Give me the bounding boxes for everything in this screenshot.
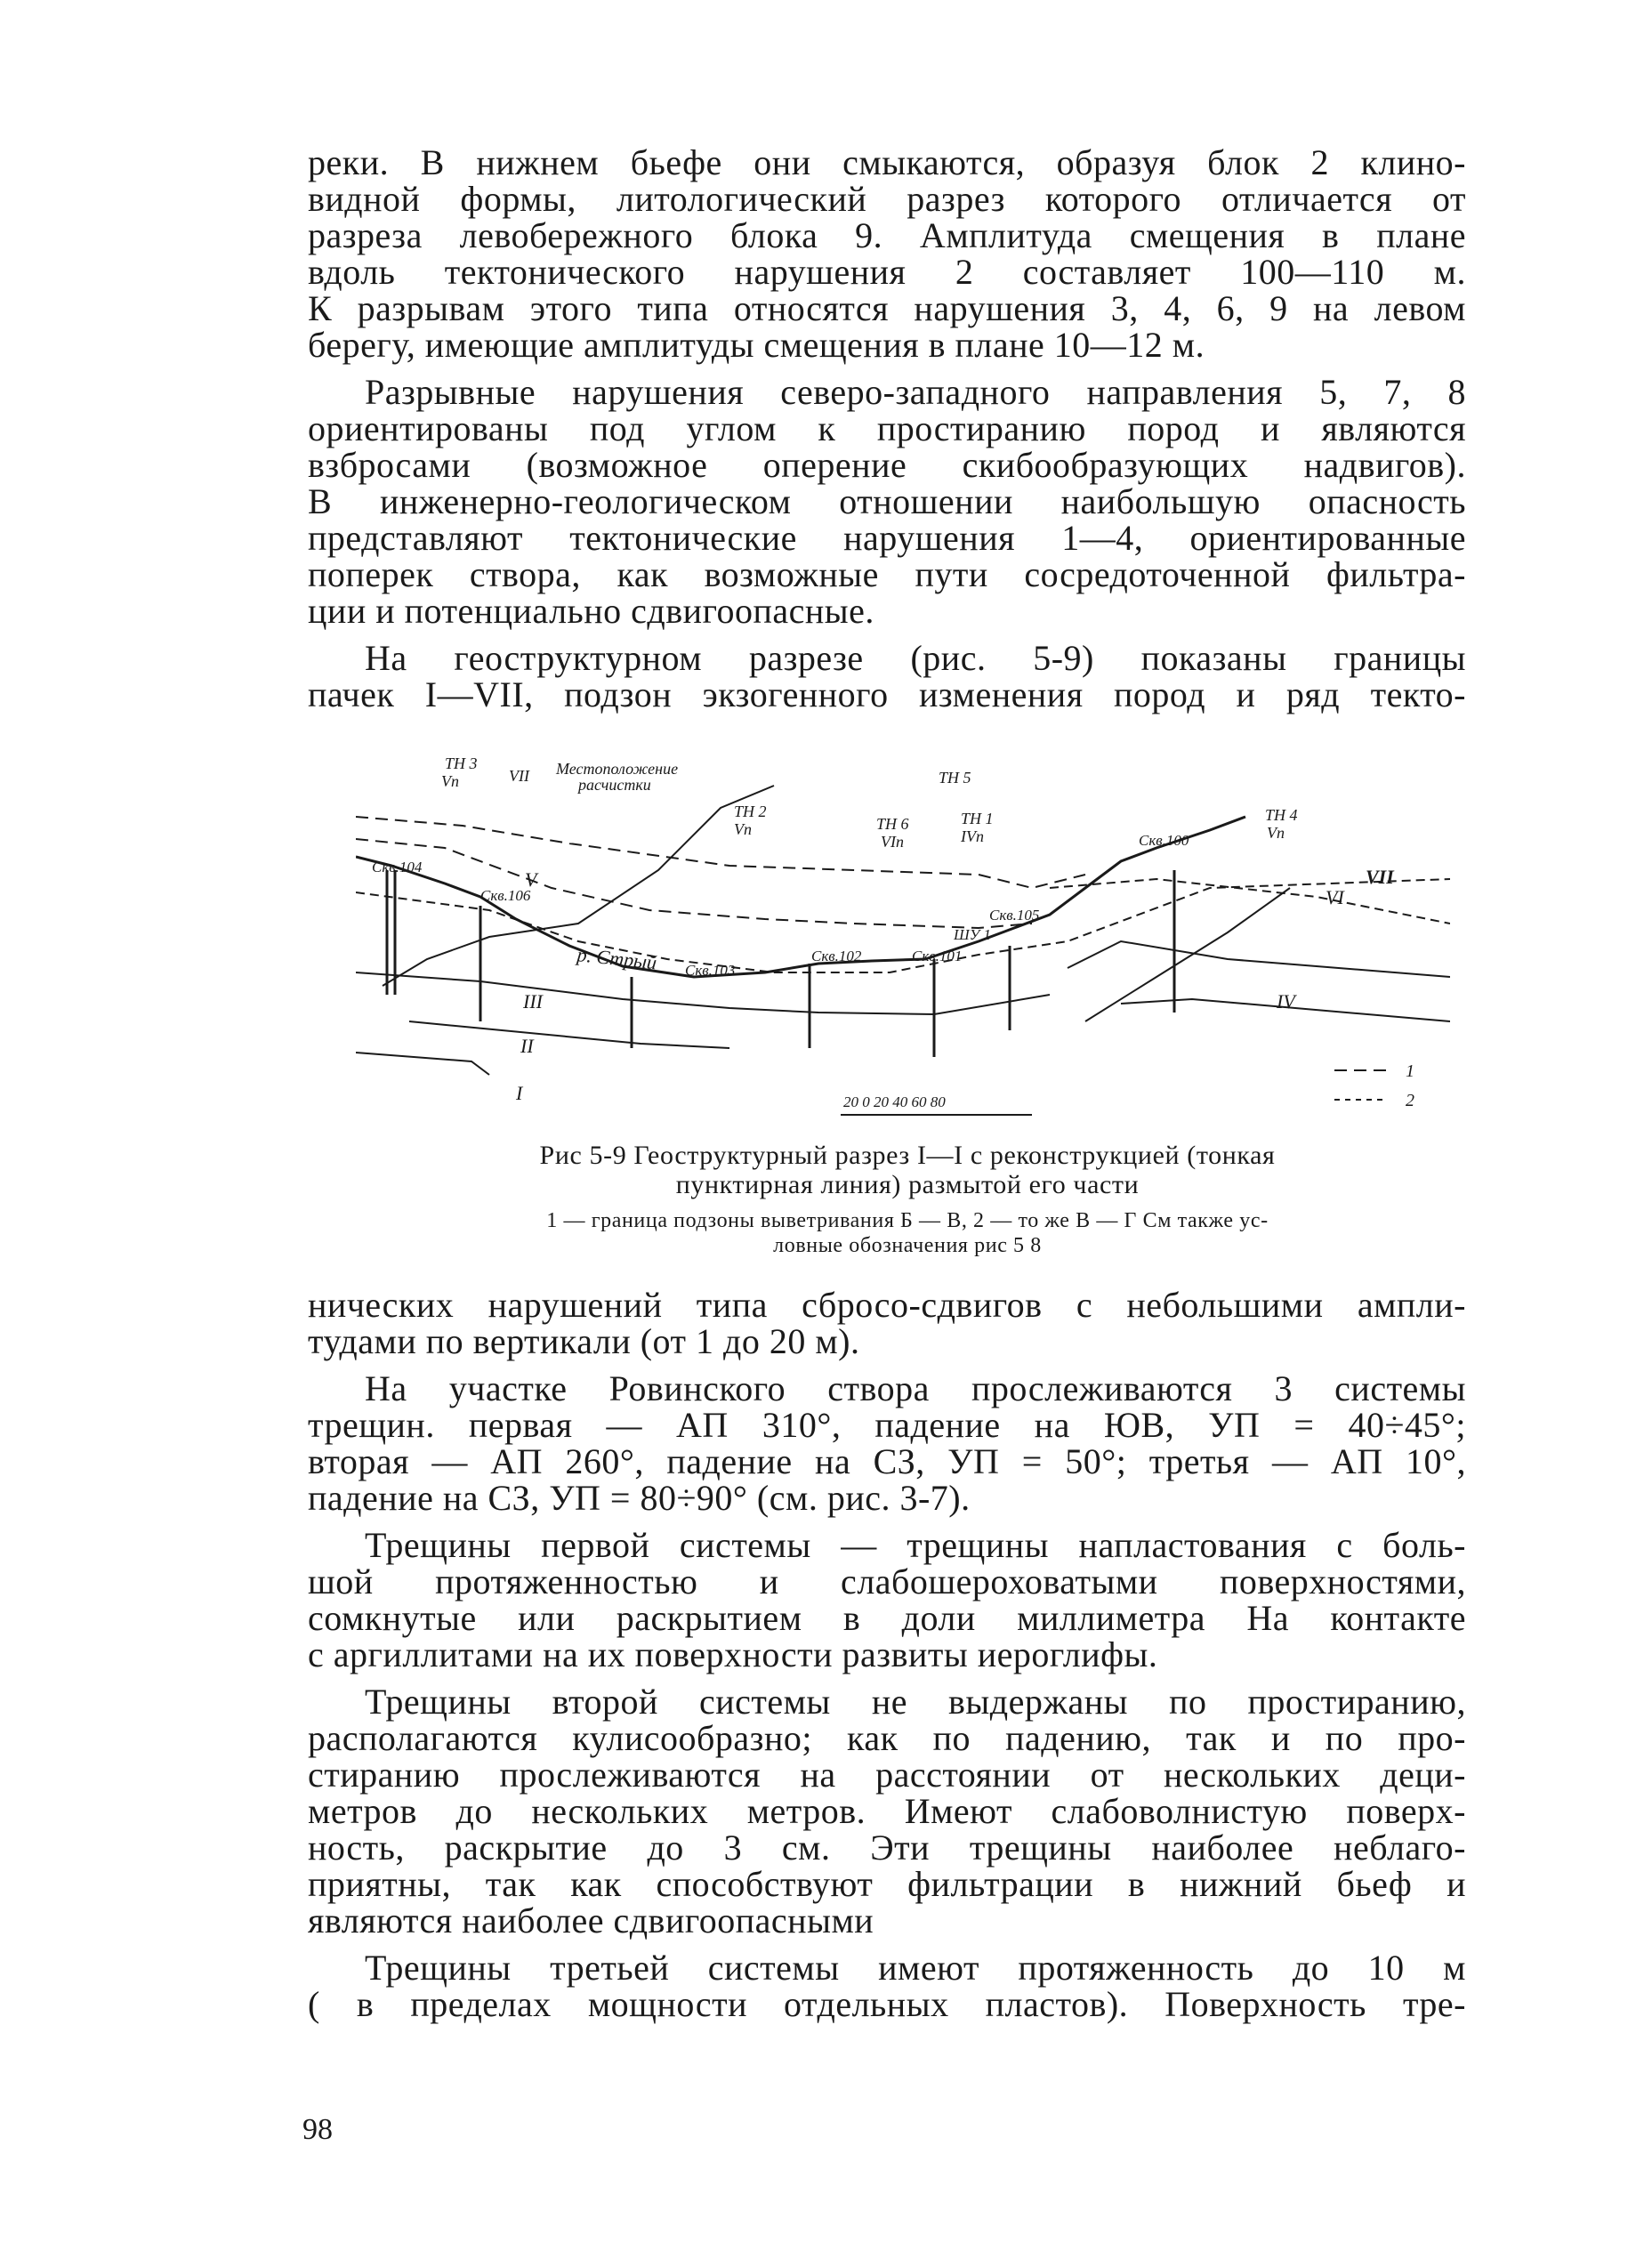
label-th2: ТН 2 bbox=[734, 803, 767, 820]
body-text-bottom bbox=[308, 1287, 1466, 2033]
paragraph bbox=[308, 1287, 1466, 1359]
label-i: I bbox=[516, 1082, 523, 1104]
geostructural-section-figure bbox=[356, 754, 1450, 1124]
text-line: разреза левобережного блока 9. Амплитуда смещения в плане bbox=[308, 215, 1466, 255]
label-vn-th2: Vп bbox=[734, 820, 752, 838]
label-location-note: расчистки bbox=[578, 776, 651, 794]
label-iii: III bbox=[523, 990, 543, 1013]
label-th1: ТН 1 bbox=[961, 810, 994, 827]
label-skv100: Скв.100 bbox=[1139, 832, 1189, 849]
page-number: 98 bbox=[302, 2113, 333, 2146]
label-ii: II bbox=[520, 1035, 534, 1057]
label-skv101: Скв.101 bbox=[912, 948, 963, 964]
text-line: представляют тектонические нарушения 1—4, ориентированные bbox=[308, 518, 1466, 558]
text-line: с аргиллитами на их поверхности развиты иероглифы. bbox=[308, 1634, 1158, 1674]
label-iv: IV bbox=[1277, 990, 1295, 1013]
text-line: являются наиболее сдвигоопасными bbox=[308, 1900, 874, 1940]
text-line: нических нарушений типа сбросо-сдвигов с небольшими ампли- bbox=[308, 1285, 1466, 1325]
text-line: взбросами (возможное оперение скибообразующих надвигов). bbox=[308, 445, 1466, 485]
text-line: На геоструктурном разрезе (рис. 5-9) показаны границы bbox=[365, 638, 1466, 678]
label-scale: 20 0 20 40 60 80 bbox=[843, 1093, 946, 1110]
label-skv103: Скв.103 bbox=[685, 962, 736, 979]
label-shurf: ШУ 1 bbox=[954, 926, 991, 943]
text-line: На участке Ровинского створа прослеживаются 3 системы bbox=[365, 1368, 1466, 1408]
paragraph bbox=[308, 1949, 1466, 2022]
label-vi: VI bbox=[1326, 886, 1344, 908]
caption-line: Рис 5-9 Геоструктурный разрез I—I с реконструкцией (тонкая bbox=[539, 1141, 1276, 1170]
text-line: трещин. первая — АП 310°, падение на ЮВ, УП = 40÷45°; bbox=[308, 1405, 1466, 1445]
text-line: шой протяженностью и слабошероховатыми поверхностями, bbox=[308, 1561, 1466, 1602]
text-line: реки. В нижнем бьефе они смыкаются, образуя блок 2 клино- bbox=[308, 142, 1466, 182]
paragraph bbox=[308, 374, 1466, 629]
label-vn-left: Vп bbox=[441, 772, 459, 790]
text-line: вторая — АП 260°, падение на СЗ, УП = 50°; третья — АП 10°, bbox=[308, 1441, 1466, 1481]
label-skv102: Скв.102 bbox=[811, 948, 862, 964]
text-line: В инженерно-геологическом отношении наибольшую опасность bbox=[308, 481, 1466, 521]
text-line: вдоль тектонического нарушения 2 составляет 100—110 м. bbox=[308, 252, 1466, 292]
label-v: V bbox=[525, 868, 537, 891]
label-river: р. Стрый bbox=[576, 943, 658, 974]
fault-line bbox=[1085, 888, 1290, 1021]
legend-label-2: 2 bbox=[1406, 1091, 1414, 1110]
figure-legend bbox=[338, 1208, 1477, 1258]
label-vii: VII bbox=[1366, 866, 1394, 888]
caption-line: пунктирная линия) размытой его части bbox=[675, 1170, 1140, 1199]
label-vn-th4: Vп bbox=[1267, 824, 1285, 842]
label-skv106: Скв.106 bbox=[480, 887, 531, 904]
paragraph bbox=[308, 1527, 1466, 1673]
layer-boundary-line bbox=[409, 1021, 729, 1048]
text-line: тудами по вертикали (от 1 до 20 м). bbox=[308, 1321, 860, 1361]
paragraph bbox=[308, 1370, 1466, 1516]
label-vii-top: VII bbox=[509, 767, 529, 785]
layer-boundary-line bbox=[1068, 941, 1450, 977]
layer-boundary-line bbox=[356, 972, 1050, 1014]
figure-caption bbox=[338, 1141, 1477, 1199]
text-line: ции и потенциально сдвигоопасные. bbox=[308, 591, 874, 631]
text-line: К разрывам этого типа относятся нарушения 3, 4, 6, 9 на левом bbox=[308, 288, 1466, 328]
label-vin-th6: VIп bbox=[881, 833, 904, 851]
text-line: метров до нескольких метров. Имеют слабоволнистую поверх- bbox=[308, 1791, 1466, 1831]
label-location-note: Местоположение bbox=[556, 760, 679, 778]
legend-line: ловные обозначения рис 5 8 bbox=[773, 1234, 1042, 1257]
label-th3: ТН 3 bbox=[445, 754, 478, 772]
legend-line: 1 — граница подзоны выветривания Б — В, 2 — то же В — Г См также ус- bbox=[546, 1209, 1269, 1232]
text-line: стиранию прослеживаются на расстоянии от нескольких деци- bbox=[308, 1755, 1466, 1795]
label-th5: ТН 5 bbox=[939, 769, 971, 787]
legend-label-1: 1 bbox=[1406, 1061, 1414, 1081]
text-line: падение на СЗ, УП = 80÷90° (см. рис. 3-7). bbox=[308, 1478, 971, 1518]
text-line: пачек I—VII, подзон экзогенного изменения пород и ряд текто- bbox=[308, 674, 1466, 714]
layer-boundary-line bbox=[356, 1053, 489, 1075]
reconstruction-dashed-line bbox=[356, 839, 1032, 928]
label-vn-th1: IVп bbox=[961, 827, 984, 845]
label-skv105: Скв.105 bbox=[989, 907, 1040, 924]
text-line: приятны, так как способствуют фильтрации в нижний бьеф и bbox=[308, 1864, 1466, 1904]
label-th4: ТН 4 bbox=[1265, 806, 1298, 824]
text-line: ориентированы под углом к простиранию пород и являются bbox=[308, 408, 1466, 448]
text-line: Трещины второй системы не выдержаны по простиранию, bbox=[365, 1682, 1466, 1722]
text-line: Разрывные нарушения северо-западного направления 5, 7, 8 bbox=[365, 372, 1466, 412]
label-skv104: Скв.104 bbox=[372, 859, 423, 875]
text-line: ( в пределах мощности отдельных пластов). Поверхность тре- bbox=[308, 1984, 1466, 2024]
text-line: ность, раскрытие до 3 см. Эти трещины наиболее неблаго- bbox=[308, 1827, 1466, 1868]
text-line: Трещины третьей системы имеют протяженность до 10 м bbox=[365, 1948, 1466, 1988]
paragraph bbox=[308, 640, 1466, 713]
section-drawing bbox=[356, 754, 1450, 1124]
text-line: Трещины первой системы — трещины напластования с боль- bbox=[365, 1525, 1466, 1565]
text-line: располагаются кулисообразно; как по падению, так и по про- bbox=[308, 1718, 1466, 1758]
text-line: берегу, имеющие амплитуды смещения в плане 10—12 м. bbox=[308, 325, 1205, 365]
label-th6: ТН 6 bbox=[876, 815, 909, 833]
text-line: сомкнутые или раскрытием в доли миллиметра На контакте bbox=[308, 1598, 1466, 1638]
body-text-top bbox=[308, 144, 1466, 723]
paragraph bbox=[308, 144, 1466, 363]
paragraph bbox=[308, 1683, 1466, 1939]
text-line: поперек створа, как возможные пути сосредоточенной фильтра- bbox=[308, 554, 1466, 594]
text-line: видной формы, литологический разрез которого отличается от bbox=[308, 179, 1466, 219]
